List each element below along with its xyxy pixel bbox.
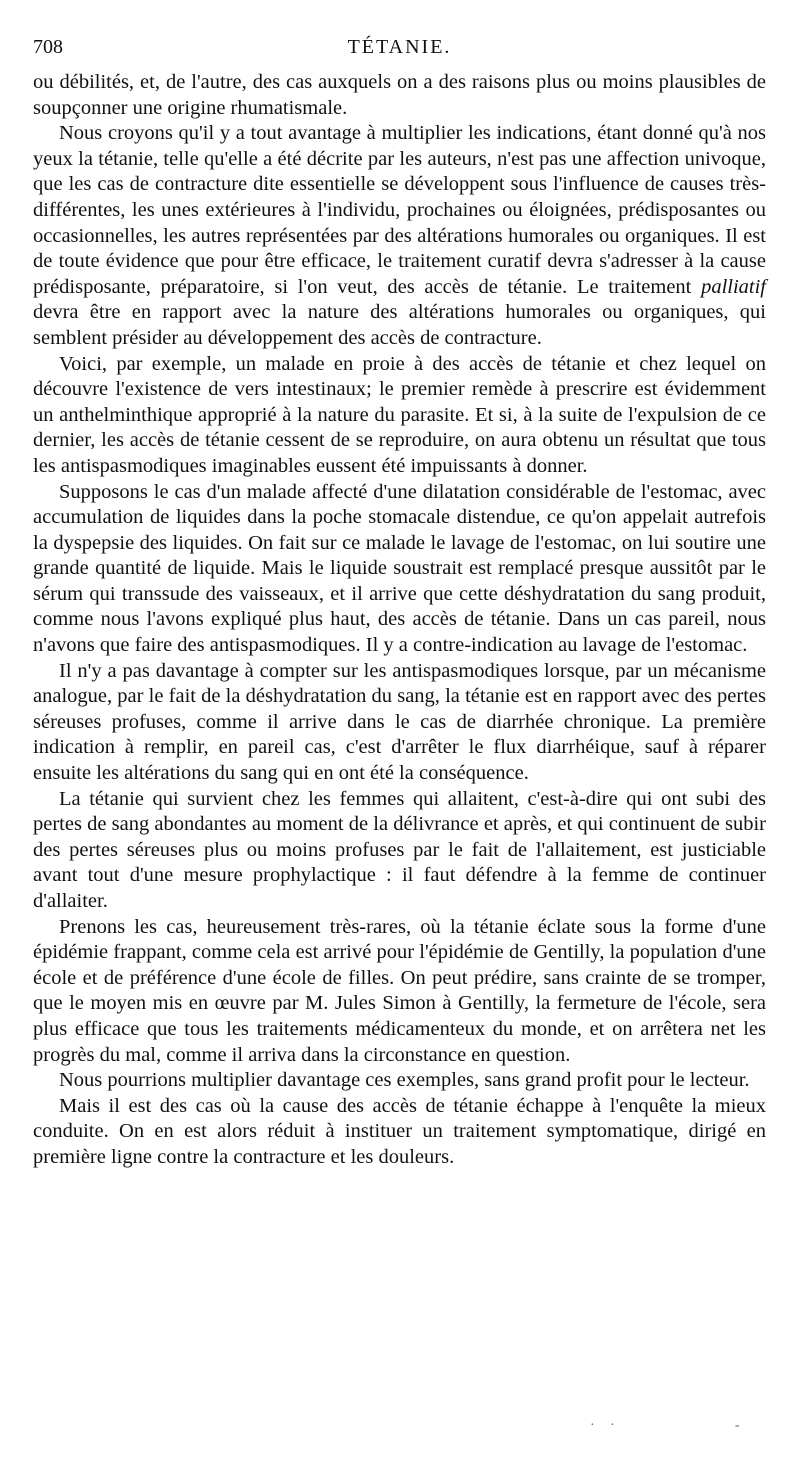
paragraph-text: Nous croyons qu'il y a tout avantage à multiplier les indications, étant donné qu'à nos yeux la tétanie, telle qu'elle a été décrite par les auteurs, n'est pas une affection univoque, que les cas de contracture dite essentielle se développent sous l'influence de causes très-différentes, les unes extérieures à l'individu, prochaines ou éloignées, prédisposantes ou occasionnelles, les autres représentées par des altérations humorales ou organiques. Il est de toute évidence que pour être efficace, le traitement curatif devra s'adresser à la cause prédisposante, préparatoire, si l'on veut, des accès de tétanie. Le traitement	[33, 122, 766, 298]
paragraph-symptomatic: Mais il est des cas où la cause des accès de tétanie échappe à l'enquête la mieux conduite. On en est alors réduit à instituer un traitement symptomatique, dirigé en première ligne contre la contracture et les douleurs.	[33, 1094, 766, 1168]
running-title: TÉTANIE.	[347, 36, 452, 58]
paragraph-stomach-dilatation: Supposons le cas d'un malade affecté d'une dilatation considérable de l'estomac, avec accumulation de liquides dans la poche stomacale distendue, ce qu'on appelait autrefois la dyspepsie des liquides. On fait sur ce malade le lavage de l'estomac, on lui soutire une grande quantité de liquide. Mais le liquide soustrait est remplacé presque aussitôt par le sérum qui transsude des vaisseaux, et il arrive que cette déshydratation du sang produit, comme nous l'avons expliqué plus haut, des accès de tétanie. Dans un cas pareil, nous n'avons que faire des antispasmodiques. Il y a contre-indication au lavage de l'estomac.	[33, 480, 766, 657]
paragraph-text: devra être en rapport avec la nature des altérations humorales ou organiques, qui semblent présider au développement des accès de contracture.	[33, 301, 766, 349]
italic-term: palliatif	[701, 275, 766, 298]
paragraph-examples: Nous pourrions multiplier davantage ces exemples, sans grand profit pour le lecteur.	[59, 1069, 750, 1092]
body-text	[33, 70, 766, 1171]
paragraph-nursing-women: La tétanie qui survient chez les femmes qui allaitent, c'est-à-dire qui ont subi des pertes de sang abondantes au moment de la délivrance et après, et qui continuent de subir des pertes séreuses plus ou moins profuses par le fait de l'allaitement, est justiciable avant tout d'une mesure prophylactique : il faut défendre à la femme de continuer d'allaiter.	[33, 787, 766, 912]
paragraph-continuation: ou débilités, et, de l'autre, des cas auxquels on a des raisons plus ou moins plausibles de soupçonner une origine rhumatismale.	[33, 71, 766, 119]
print-marks: · · -	[590, 1418, 746, 1433]
paragraph-serous-losses: Il n'y a pas davantage à compter sur les antispasmodiques lorsque, par un mécanisme analogue, par le fait de la déshydratation du sang, la tétanie est en rapport avec des pertes séreuses profuses, comme il arrive dans le cas de diarrhée chronique. La première indication à remplir, en pareil cas, c'est d'arrêter le flux diarrhéique, sauf à réparer ensuite les altérations du sang qui en ont été la conséquence.	[33, 659, 766, 785]
paragraph-intestinal-worms: Voici, par exemple, un malade en proie à des accès de tétanie et chez lequel on découvre l'existence de vers intestinaux; le premier remède à prescrire est évidemment un anthelminthique approprié à la nature du parasite. Et si, à la suite de l'expulsion de ce dernier, les accès de tétanie cessent de se reproduire, on aura obtenu un résultat que tous les antispasmodiques imaginables eussent été impuissants à donner.	[33, 352, 766, 477]
page-number: 708	[33, 36, 63, 58]
paragraph-epidemic: Prenons les cas, heureusement très-rares, où la tétanie éclate sous la forme d'une épidémie frappant, comme cela est arrivé pour l'épidémie de Gentilly, la population d'une école et de préférence d'une école de filles. On peut prédire, sans crainte de se tromper, que le moyen mis en œuvre par M. Jules Simon à Gentilly, la fermeture de l'école, sera plus efficace que tous les traitements médicamenteux du monde, et on arrêtera net les progrès du mal, comme il arriva dans la circonstance en question.	[33, 915, 766, 1066]
page-header	[33, 30, 766, 70]
paragraph-indications	[33, 121, 766, 351]
